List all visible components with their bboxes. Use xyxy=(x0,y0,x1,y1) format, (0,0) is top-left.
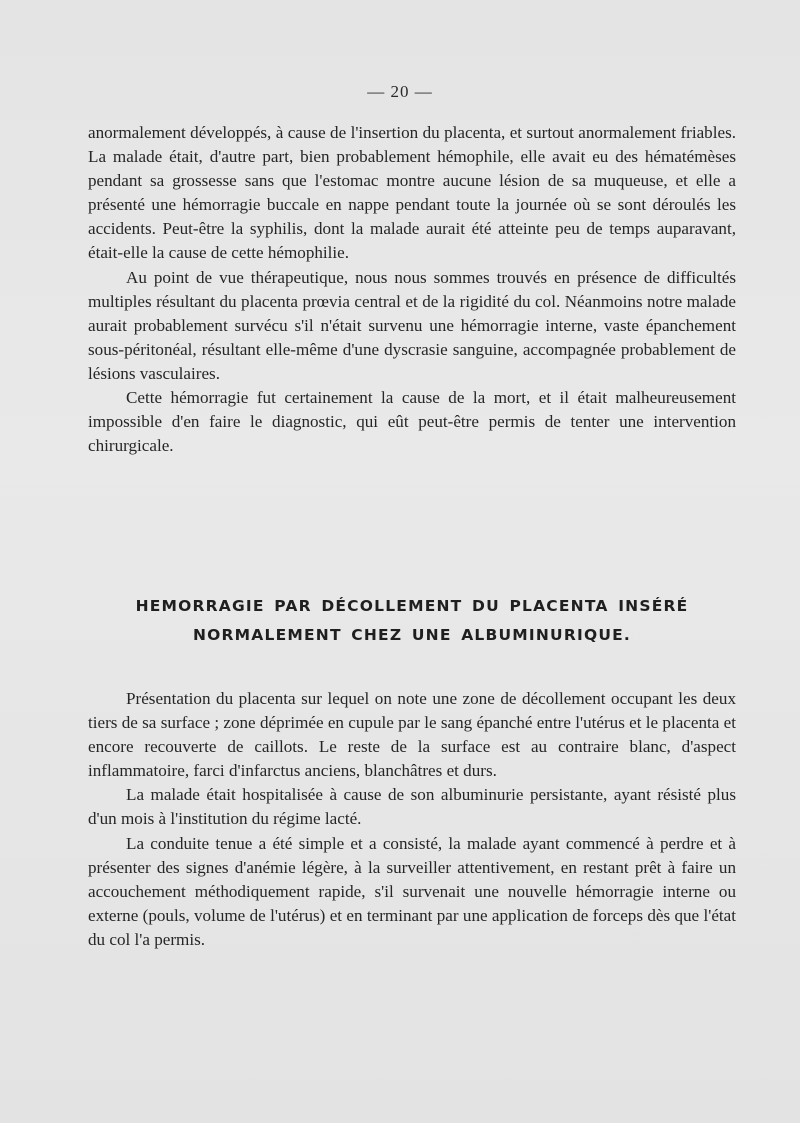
paragraph-treatment: La conduite tenue a été simple et a consisté, la malade ayant commencé à perdre et à présenter des signes d'anémie légère, à la surveiller attentivement, en restant prêt à faire un accouchement méthodiquement rapide, s'il survenait une nouvelle hémorragie interne ou externe (pouls, volume de l'utérus) et en terminant par une application de forceps dès que l'état du col l'a permis. xyxy=(88,833,736,949)
paragraph-placenta-presentation: Présentation du placenta sur lequel on note une zone de décollement occupant les deux tiers de sa surface ; zone déprimée en cupule par le sang épanché entre l'utérus et le placenta et encore recouverte de caillots. Le reste de la surface est au contraire blanc, d'aspect inflammatoire, farci d'infarctus anciens, blanchâtres et durs. xyxy=(88,689,736,781)
section-heading xyxy=(88,592,736,650)
paragraph-hemophilia: anormalement développés, à cause de l'insertion du placenta, et surtout anormalement friables. La malade était, d'autre part, bien probablement hémophile, elle avait eu des hématémèses pendant sa grossesse sans que l'estomac montre aucune lésion de sa muqueuse, et elle a présenté une hémorragie buccale en nappe pendant toute la journée où se sont déroulés les accidents. Peut-être la syphilis, dont la malade aurait été atteinte peu de temps auparavant, était-elle la cause de cette hémophilie. xyxy=(88,123,736,263)
paragraph-cause-of-death: Cette hémorragie fut certainement la cause de la mort, et il était malheureusement impossible d'en faire le diagnostic, qui eût peut-être permis de tenter une intervention chirurgicale. xyxy=(88,388,736,456)
section-heading-line-2: NORMALEMENT CHEZ UNE ALBUMINURIQUE. xyxy=(192,626,631,644)
text-block-two xyxy=(88,687,736,952)
page-number: — 20 — xyxy=(367,82,433,101)
text-block-one xyxy=(88,121,736,458)
paragraph-therapeutics: Au point de vue thérapeutique, nous nous sommes trouvés en présence de difficultés multiples résultant du placenta prœvia central et de la rigidité du col. Néanmoins notre malade aurait probablement survécu s'il n'était survenu une hémorragie interne, vaste épanchement sous-péritonéal, résultant elle-même d'une dyscrasie sanguine, accompagnée probablement de lésions vasculaires. xyxy=(88,267,736,383)
section-heading-line-1: HEMORRAGIE PAR DÉCOLLEMENT DU PLACENTA INSÉRÉ xyxy=(135,597,689,615)
paragraph-hospitalisation: La malade était hospitalisée à cause de son albuminurie persistante, ayant résisté plus d'un mois à l'institution du régime lacté. xyxy=(88,785,736,829)
